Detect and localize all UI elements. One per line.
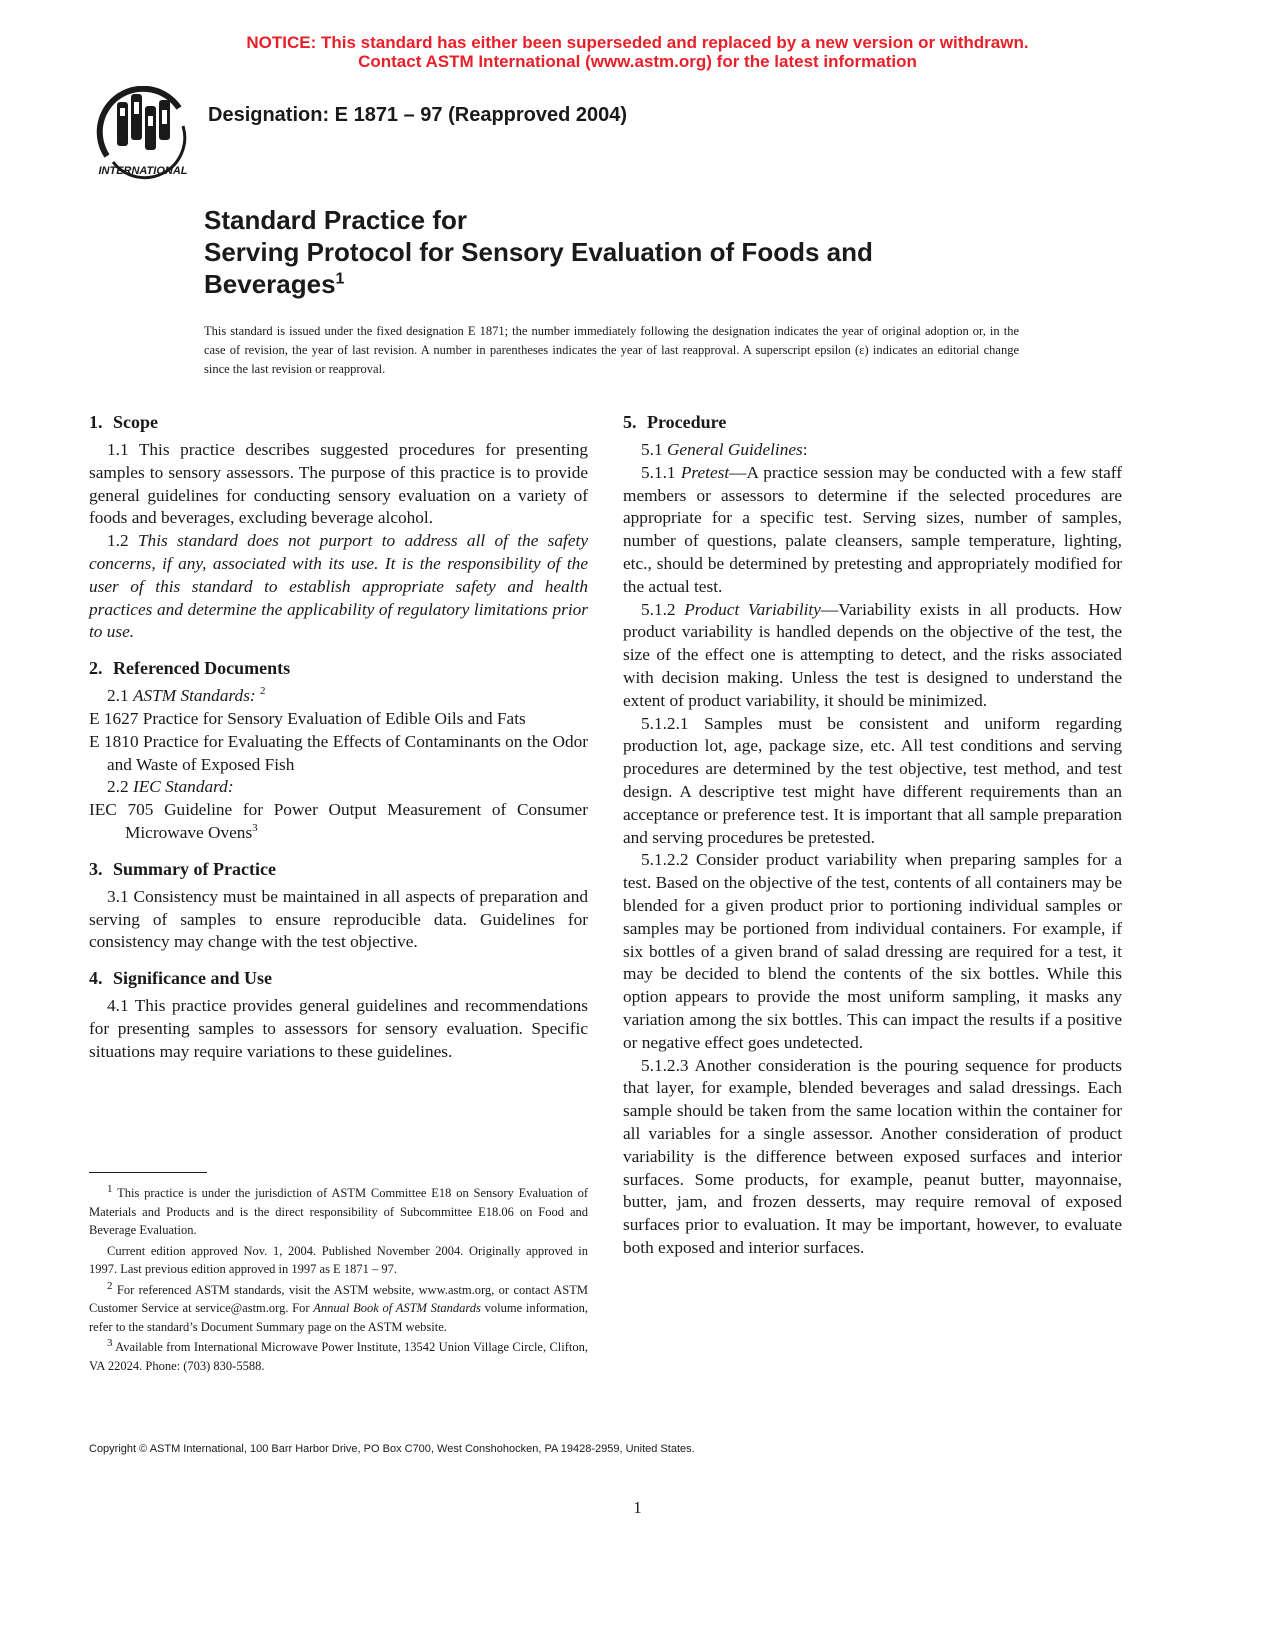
section-heading: 1. Scope	[89, 412, 158, 432]
section-summary	[89, 857, 588, 954]
logo-text: INTERNATIONAL	[98, 165, 188, 177]
reference-e1810: E 1810 Practice for Evaluating the Effects of Contaminants on the Odor and Waste of Exposed Fish	[89, 731, 588, 774]
section-scope	[89, 410, 588, 644]
left-column	[89, 410, 588, 1076]
notice-line-2: Contact ASTM International (www.astm.org) for the latest information	[358, 52, 917, 71]
paragraph-5-1-2-2: 5.1.2.2 Consider product variability when preparing samples for a test. Based on the objective of the test, contents of all containers may be blended for a given product prior to portioning individual samples or samples may be portioned from individual containers. For example, if six bottles of a given brand of salad dressing are required for a test, it may be decided to blend the contents of the six bottles. While this option appears to provide the most uniform sampling, it masks any variation among the six bottles. This can impact the results if a positive or negative effect goes undetected.	[623, 850, 1122, 1052]
section-procedure	[623, 410, 1122, 1260]
section-heading: 5. Procedure	[623, 412, 727, 432]
document-title	[204, 204, 873, 300]
title-footnote-mark: 1	[335, 270, 345, 288]
paragraph-1-2: 1.2 This standard does not purport to address all of the safety concerns, if any, associated with its use. It is the responsibility of the user of this standard to establish appropriate safety and health practices and determine the applicability of regulatory limitations prior to use.	[89, 531, 588, 642]
title-line-2: Serving Protocol for Sensory Evaluation of Foods and	[204, 237, 873, 267]
reference-iec705: IEC 705 Guideline for Power Output Measurement of Consumer Microwave Ovens$^3$	[89, 800, 588, 842]
paragraph-5-1-1: 5.1.1 Pretest—A practice session may be conducted with a few staff members or assessors to determine if the selected procedures are appropriate for a specific test. Serving sizes, number of samples, number of questions, palate cleansers, sample temperature, lighting, etc., should be determined by pretesting and appropriately modified for the actual test.	[623, 462, 1122, 596]
withdrawal-notice	[0, 33, 1275, 71]
paragraph-1-1: 1.1 This practice describes suggested procedures for presenting samples to sensory assessors. The purpose of this practice is to provide general guidelines for conducting sensory evaluation on a variety of foods and beverages, excluding beverage alcohol.	[89, 440, 588, 528]
section-heading: 3. Summary of Practice	[89, 858, 276, 879]
title-line-1: Standard Practice for	[204, 205, 467, 235]
footnote-1: $^1$ This practice is under the jurisdiction of ASTM Committee E18 on Sensory Evaluation of Materials and Products and is the direct responsibility of Subcommittee E18.06 on Food and Beverage Evaluation.	[89, 1182, 588, 1237]
title-line-3: Beverages$^1$	[204, 269, 345, 299]
subsection-2-2: 2.2 IEC Standard:	[107, 777, 234, 797]
footnote-divider	[89, 1172, 207, 1173]
subsection-2-1: 2.1 ASTM Standards: $^2$	[107, 685, 266, 706]
section-significance	[89, 966, 588, 1063]
subsection-5-1: 5.1 General Guidelines:	[641, 440, 808, 459]
astm-logo	[93, 86, 193, 182]
designation: Designation: E 1871 – 97 (Reapproved 2004)	[208, 104, 628, 126]
astm-logo-icon	[93, 86, 193, 182]
footnote-1-edition: Current edition approved Nov. 1, 2004. Published November 2004. Originally approved in 1997. Last previous edition approved in 1997 as E 1871 – 97.	[89, 1243, 588, 1276]
reference-e1627: E 1627 Practice for Sensory Evaluation of Edible Oils and Fats	[89, 708, 526, 728]
paragraph-5-1-2-3: 5.1.2.3 Another consideration is the pouring sequence for products that layer, for example, blended beverages and salad dressings. Each sample should be taken from the same location within the container for all variables for a single assessor. Another consideration of product variability is the difference between exposed surfaces and interior surfaces. Some products, for example, peanut butter, mayonnaise, butter, jam, and frozen desserts, may require removal of exposed surfaces prior to evaluation. It may be important, however, to evaluate both exposed and interior surfaces.	[623, 1055, 1122, 1257]
section-referenced-documents	[89, 656, 588, 845]
right-column	[623, 410, 1122, 1272]
issue-note: This standard is issued under the fixed designation E 1871; the number immediately following the designation indicates the year of original adoption or, in the case of revision, the year of last revision. A number in parentheses indicates the year of last reapproval. A superscript epsilon (ε) indicates an editorial change since the last revision or reapproval.	[204, 324, 1019, 376]
paragraph-4-1: 4.1 This practice provides general guidelines and recommendations for presenting samples to assessors for sensory evaluation. Specific situations may require variations to these guidelines.	[89, 996, 588, 1061]
paragraph-5-1-2: 5.1.2 Product Variability—Variability exists in all products. How product variability is handled depends on the objective of the test, the size of the effect one is attempting to detect, and the risks associated with decision making. Unless the test is designed to understand the extent of product variability, it should be minimized.	[623, 599, 1122, 710]
section-heading: 2. Referenced Documents	[89, 658, 291, 679]
footnote-2: $^2$ For referenced ASTM standards, visit the ASTM website, www.astm.org, or contact ASTM Customer Service at service@astm.org. For Annual Book of ASTM Standards volume information, refer to the standard’s Document Summary page on the ASTM website.	[89, 1279, 588, 1334]
footnote-3: $^3$ Available from International Microwave Power Institute, 13542 Union Village Circle, Clifton, VA 22024. Phone: (703) 830-5588.	[89, 1336, 588, 1373]
paragraph-3-1: 3.1 Consistency must be maintained in all aspects of preparation and serving of samples to ensure reproducible data. Guidelines for consistency may change with the test objective.	[89, 886, 588, 952]
copyright: Copyright © ASTM International, 100 Barr Harbor Drive, PO Box C700, West Conshohocken, PA 19428-2959, United States.	[89, 1443, 695, 1455]
page-number: 1	[633, 1498, 642, 1517]
footnotes	[89, 1184, 588, 1377]
notice-line-1: NOTICE: This standard has either been superseded and replaced by a new version or withdrawn.	[246, 33, 1029, 52]
section-heading: 4. Significance and Use	[89, 968, 273, 989]
paragraph-5-1-2-1: 5.1.2.1 Samples must be consistent and uniform regarding production lot, age, package size, etc. All test conditions and serving procedures are determined by the test objective, test method, and test design. A descriptive test might have different requirements than an acceptance or preference test. It is important that all sample preparation and serving procedures be pretested.	[623, 713, 1122, 847]
